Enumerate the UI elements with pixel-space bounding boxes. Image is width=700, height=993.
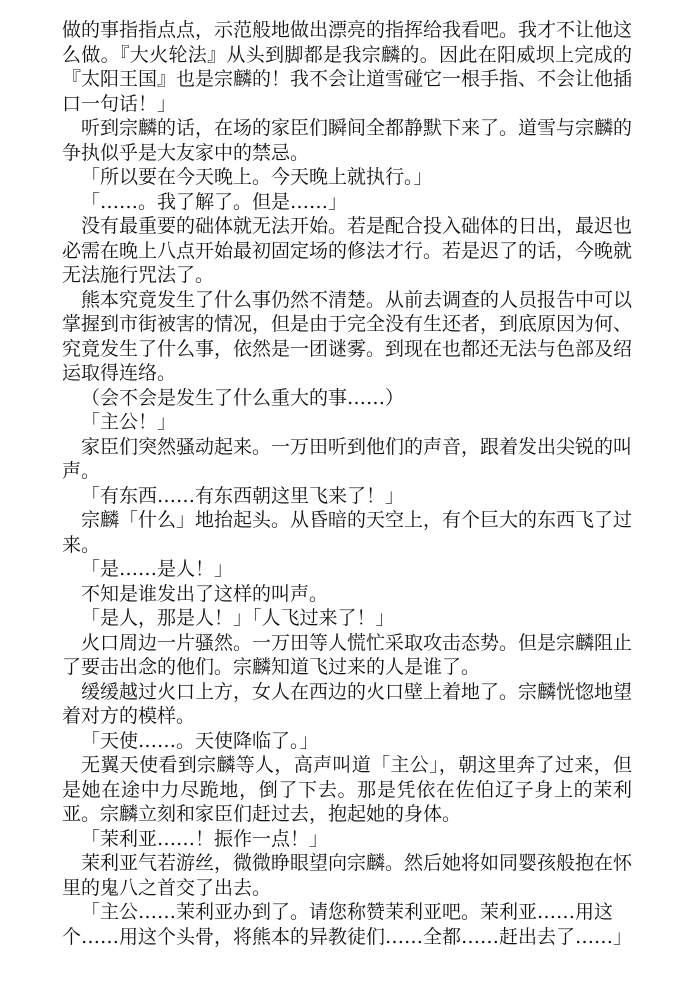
paragraph-10: 「有东西……有东西朝这里飞来了！」 xyxy=(81,484,405,507)
paragraph-2: 听到宗麟的话，在场的家臣们瞬间全都静默下来了。道雪与宗麟的争执似乎是大友家中的禁忌。 xyxy=(62,117,633,164)
paragraph-12: 「是……是人！」 xyxy=(81,558,234,580)
paragraph-9: 家臣们突然骚动起来。一万田听到他们的声音，跟着发出尖锐的叫声。 xyxy=(62,435,633,482)
paragraph-19: 「茉利亚……！振作一点！」 xyxy=(81,827,329,850)
paragraph-14: 「是人，那是人！」「人飞过来了！」 xyxy=(81,607,395,629)
paragraph-13: 不知是谁发出了这样的叫声。 xyxy=(81,582,329,605)
paragraph-20: 茉利亚气若游丝，微微睁眼望向宗麟。然后她将如同婴孩般抱在怀里的鬼八之首交了出去。 xyxy=(62,852,633,899)
paragraph-16: 缓缓越过火口上方，女人在西边的火口壁上着地了。宗麟恍惚地望着对方的模样。 xyxy=(62,680,633,727)
paragraph-8: 「主公！」 xyxy=(81,411,177,433)
document-page xyxy=(62,18,632,949)
paragraph-17: 「天使……。天使降临了。」 xyxy=(81,729,319,752)
paragraph-21: 「主公……茉利亚办到了。请您称赞茉利亚吧。茉利亚……用这个……用这个头骨，将熊本的异教徒们……全都……赶出去了……」 xyxy=(62,901,633,948)
paragraph-15: 火口周边一片骚然。一万田等人慌忙采取攻击态势。但是宗麟阻止了要击出念的他们。宗麟知道飞过来的人是谁了。 xyxy=(62,631,633,678)
paragraph-7: （会不会是发生了什么重大的事……） xyxy=(81,386,405,409)
paragraph-18: 无翼天使看到宗麟等人，高声叫道「主公」，朝这里奔了过来，但是她在途中力尽跪地，倒了下去。那是凭依在佐伯辽子身上的茉利亚。宗麟立刻和家臣们赶过去，抱起她的身体。 xyxy=(62,754,632,825)
paragraph-6: 熊本究竟发生了什么事仍然不清楚。从前去调查的人员报告中可以掌握到市街被害的情况，但是由于完全没有生还者，到底原因为何、究竟发生了什么事，依然是一团谜雾。到现在也都还无法与色部及绍运取得连络。 xyxy=(62,288,633,384)
paragraph-3: 「所以要在今天晚上。今天晚上就执行。」 xyxy=(81,166,433,188)
paragraph-4: 「……。我了解了。但是……」 xyxy=(81,190,348,213)
paragraph-1: 做的事指指点点，示范般地做出漂亮的指挥给我看吧。我才不让他这么做。『大火轮法』从头到脚都是我宗麟的。因此在阳威坝上完成的『太阳王国』也是宗麟的！我不会让道雪碰它一根手指、不会让他插口一句话！」 xyxy=(62,19,633,115)
paragraph-5: 没有最重要的础体就无法开始。若是配合投入础体的日出，最迟也必需在晚上八点开始最初固定场的修法才行。若是迟了的话，今晚就无法施行咒法了。 xyxy=(62,215,633,286)
paragraph-11: 宗麟「什么」地抬起头。从昏暗的天空上，有个巨大的东西飞了过来。 xyxy=(62,509,633,556)
